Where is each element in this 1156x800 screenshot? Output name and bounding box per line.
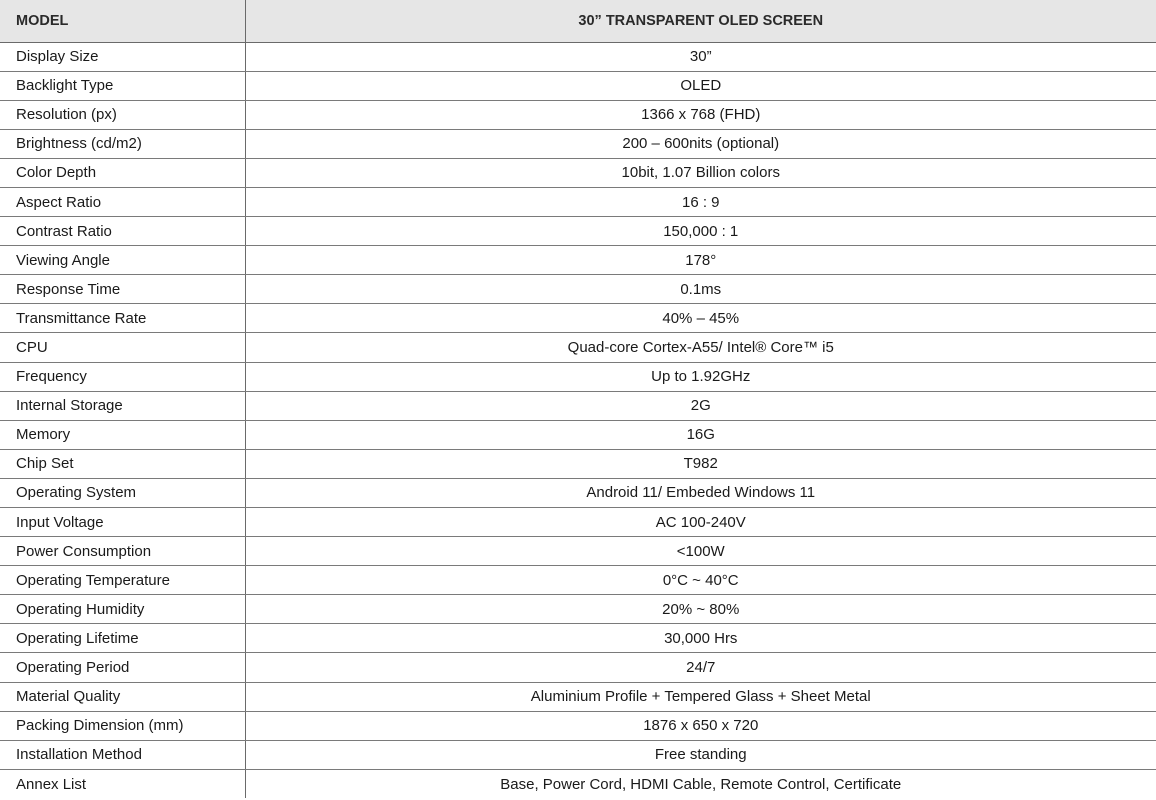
spec-label: Chip Set (0, 449, 245, 478)
spec-value: 30,000 Hrs (245, 624, 1156, 653)
spec-value: 30” (245, 42, 1156, 71)
spec-label: Operating Humidity (0, 595, 245, 624)
table-row (0, 420, 1156, 449)
spec-label: Packing Dimension (mm) (0, 711, 245, 740)
table-row (0, 391, 1156, 420)
spec-label: Brightness (cd/m2) (0, 129, 245, 158)
spec-label: Input Voltage (0, 508, 245, 537)
spec-label: Contrast Ratio (0, 217, 245, 246)
spec-label: Installation Method (0, 740, 245, 769)
header-row (0, 0, 1156, 42)
table-row (0, 71, 1156, 100)
spec-label: Display Size (0, 42, 245, 71)
table-row (0, 653, 1156, 682)
spec-value: Android 11/ Embeded Windows 11 (245, 478, 1156, 507)
table-row (0, 42, 1156, 71)
table-row (0, 449, 1156, 478)
spec-value: 0.1ms (245, 275, 1156, 304)
table-row (0, 100, 1156, 129)
table-row (0, 624, 1156, 653)
spec-value: 24/7 (245, 653, 1156, 682)
spec-label: Operating Lifetime (0, 624, 245, 653)
spec-value: Quad-core Cortex-A55/ Intel® Core™ i5 (245, 333, 1156, 362)
spec-value: 40% – 45% (245, 304, 1156, 333)
table-row (0, 769, 1156, 798)
table-row (0, 275, 1156, 304)
table-row (0, 711, 1156, 740)
spec-label: Material Quality (0, 682, 245, 711)
table-row (0, 246, 1156, 275)
table-row (0, 740, 1156, 769)
table-row (0, 129, 1156, 158)
spec-label: Annex List (0, 769, 245, 798)
spec-label: Memory (0, 420, 245, 449)
spec-value: Base, Power Cord, HDMI Cable, Remote Control, Certificate (500, 775, 902, 793)
table-row (0, 217, 1156, 246)
spec-value: 2G (245, 391, 1156, 420)
table-row (0, 508, 1156, 537)
spec-value: 0°C ~ 40°C (245, 566, 1156, 595)
spec-label: Resolution (px) (0, 100, 245, 129)
spec-value: Up to 1.92GHz (245, 362, 1156, 391)
spec-label: CPU (0, 333, 245, 362)
spec-value: 150,000 : 1 (245, 217, 1156, 246)
spec-label: Frequency (0, 362, 245, 391)
spec-table-body (0, 42, 1156, 798)
spec-value: Aluminium Profile + Tempered Glass + Sheet Metal (245, 682, 1156, 711)
spec-label: Operating System (0, 478, 245, 507)
model-column-header: MODEL (0, 0, 245, 42)
spec-value: 16G (245, 420, 1156, 449)
table-row (0, 682, 1156, 711)
spec-value: Free standing (245, 740, 1156, 769)
spec-value: 200 – 600nits (optional) (245, 129, 1156, 158)
spec-value: 16 : 9 (245, 187, 1156, 216)
table-row (0, 537, 1156, 566)
spec-value: <100W (245, 537, 1156, 566)
table-row (0, 478, 1156, 507)
spec-label: Backlight Type (0, 71, 245, 100)
spec-label: Operating Period (0, 653, 245, 682)
spec-label: Viewing Angle (0, 246, 245, 275)
spec-label: Color Depth (0, 158, 245, 187)
spec-value: 10bit, 1.07 Billion colors (245, 158, 1156, 187)
table-row (0, 304, 1156, 333)
spec-label: Power Consumption (0, 537, 245, 566)
spec-value: AC 100-240V (245, 508, 1156, 537)
product-column-header: 30” TRANSPARENT OLED SCREEN (245, 0, 1156, 42)
table-row (0, 362, 1156, 391)
spec-table-header (0, 0, 1156, 42)
table-row (0, 333, 1156, 362)
spec-value: T982 (245, 449, 1156, 478)
table-row (0, 595, 1156, 624)
spec-label: Response Time (0, 275, 245, 304)
spec-value: OLED (245, 71, 1156, 100)
spec-label: Transmittance Rate (0, 304, 245, 333)
table-row (0, 158, 1156, 187)
spec-value: 1876 x 650 x 720 (245, 711, 1156, 740)
spec-value: 1366 x 768 (FHD) (245, 100, 1156, 129)
table-row (0, 187, 1156, 216)
spec-label: Aspect Ratio (0, 187, 245, 216)
spec-label: Operating Temperature (0, 566, 245, 595)
spec-label: Internal Storage (0, 391, 245, 420)
spec-value: 178° (245, 246, 1156, 275)
table-row (0, 566, 1156, 595)
spec-value: 20% ~ 80% (245, 595, 1156, 624)
